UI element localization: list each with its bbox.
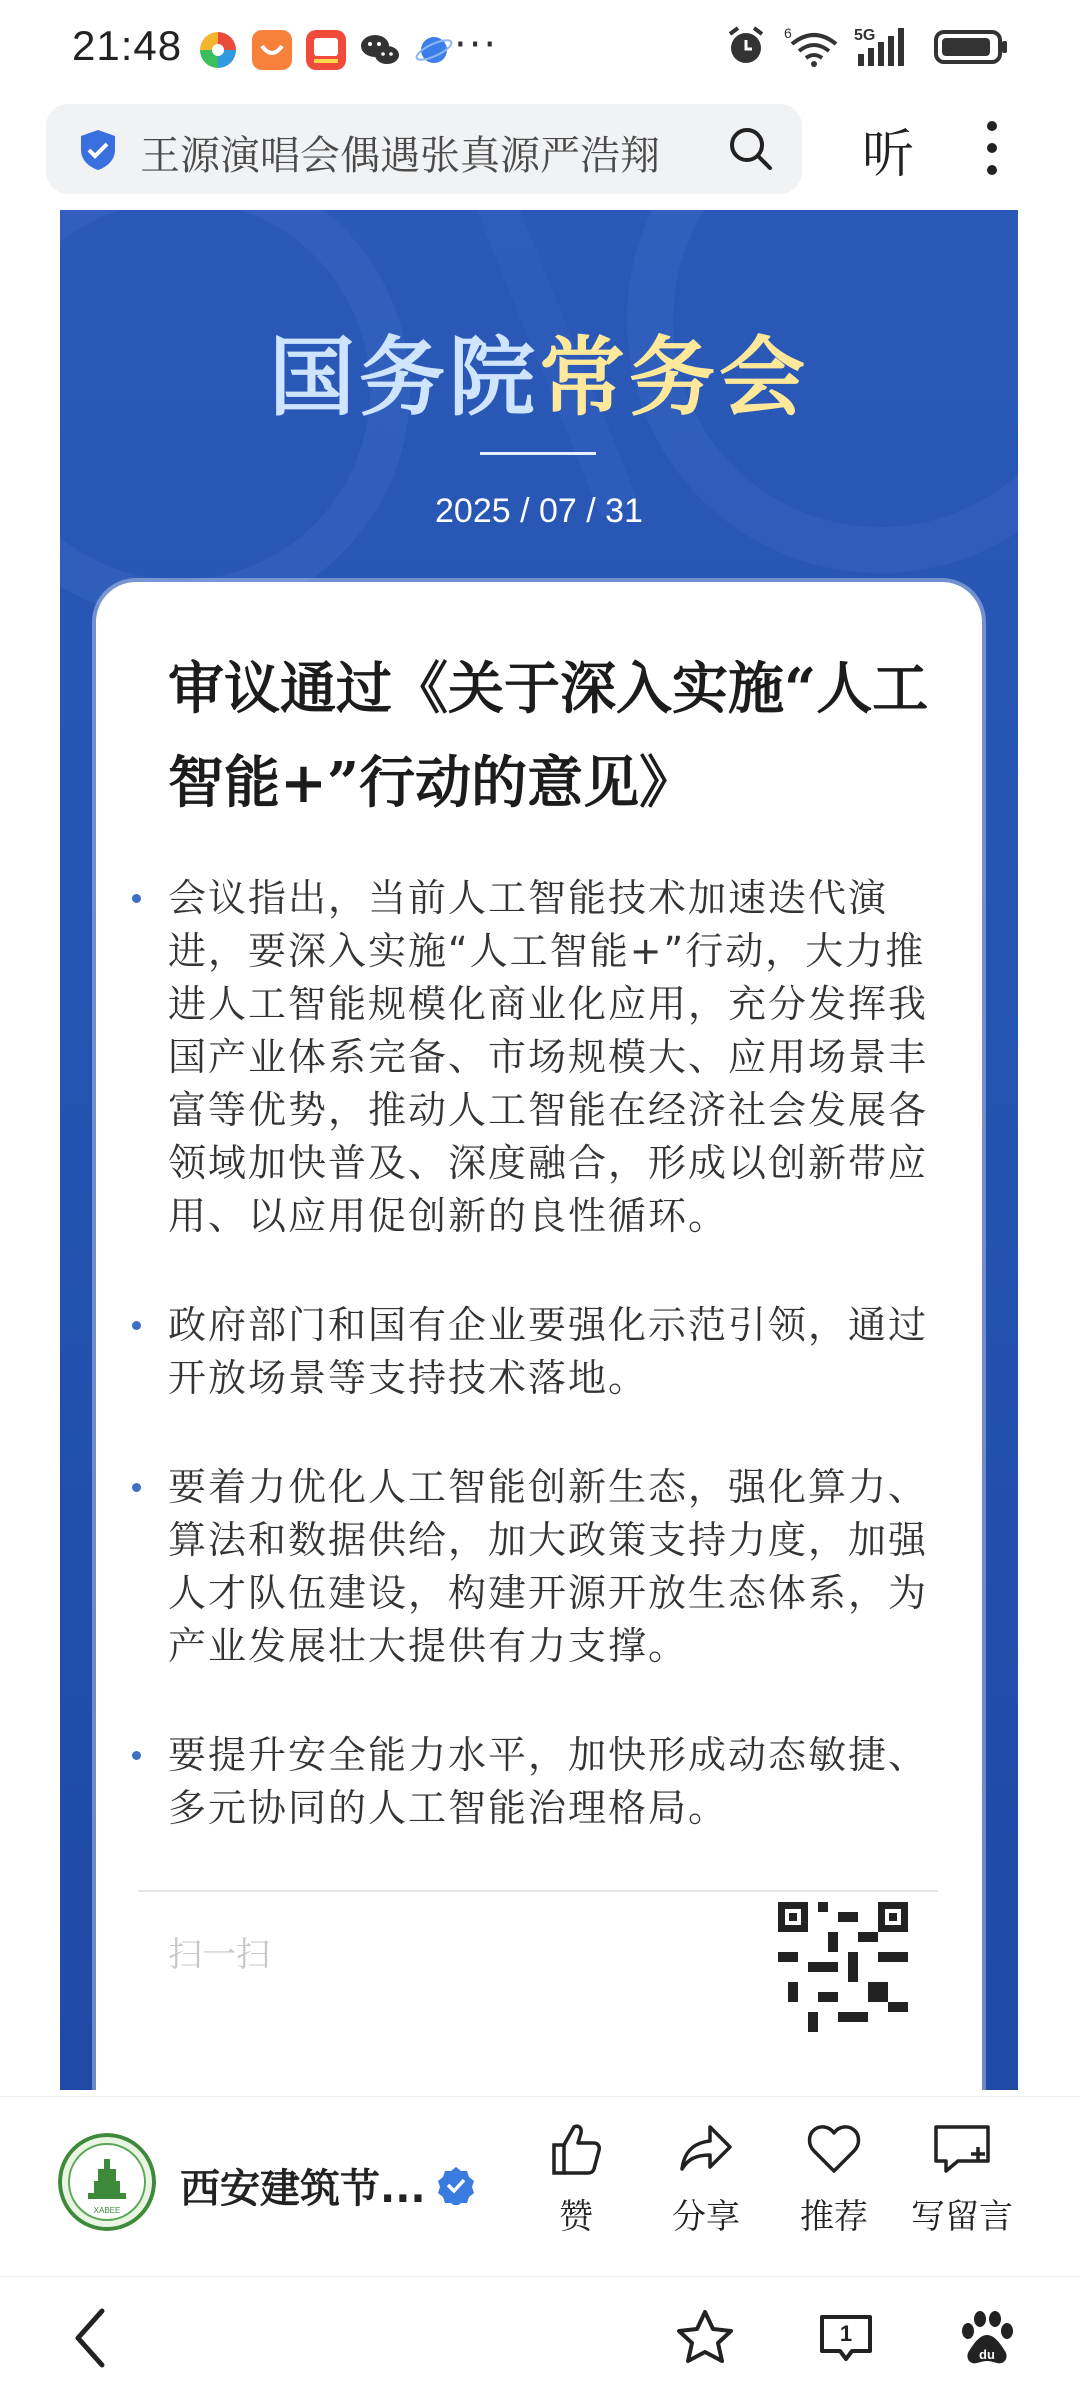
status-bar — [0, 0, 1080, 100]
like-button[interactable] — [516, 2119, 636, 2238]
like-label: 赞 — [559, 2197, 593, 2237]
bullet-text: 要着力优化人工智能创新生态，强化算力、算法和数据供给，加大政策支持力度，加强人才队伍建设，构建开源开放生态体系，为产业发展壮大提供有力支撑。 — [168, 1465, 929, 1668]
verified-badge-icon — [436, 2165, 476, 2205]
comment-label: 写留言 — [911, 2197, 1013, 2237]
bullet-dot — [132, 1321, 141, 1330]
wechat-icon — [358, 28, 402, 72]
bullet-item — [132, 872, 952, 1243]
battery-icon — [934, 24, 1010, 68]
tabs-icon[interactable] — [814, 2307, 878, 2371]
svg-text:XABEE: XABEE — [93, 2206, 121, 2215]
status-time: 21:48 — [72, 22, 183, 69]
article-action-bar — [0, 2096, 1080, 2276]
poster-date: 2025 / 07 / 31 — [435, 492, 643, 530]
account-avatar[interactable] — [58, 2133, 156, 2231]
app-colorwheel-icon — [196, 28, 240, 72]
more-notifications: ··· — [454, 22, 499, 68]
title-divider — [480, 452, 596, 455]
app-blue-icon — [412, 28, 456, 72]
bullet-text: 政府部门和国有企业要强化示范引领，通过开放场景等支持技术落地。 — [168, 1303, 929, 1400]
bullet-text: 要提升安全能力水平，加快形成动态敏捷、多元协同的人工智能治理格局。 — [168, 1733, 929, 1830]
poster-title-part2: 常务会 — [539, 328, 809, 428]
article-poster — [60, 210, 1018, 2090]
listen-button[interactable]: 听 — [862, 125, 915, 185]
search-icon[interactable] — [726, 124, 776, 174]
poster-title-part1: 国务院 — [269, 328, 539, 428]
app-red-icon — [304, 28, 348, 72]
browser-bottom-nav — [0, 2276, 1080, 2400]
more-vertical-icon[interactable] — [984, 118, 1000, 178]
app-orange-icon — [250, 28, 294, 72]
scan-label: 扫一扫 — [168, 1935, 270, 1975]
account-name[interactable]: 西安建筑节... — [180, 2166, 426, 2212]
notification-icons — [196, 28, 456, 72]
bullet-dot — [132, 1483, 141, 1492]
favorite-star-icon[interactable] — [674, 2307, 736, 2369]
svg-text:du: du — [979, 2347, 995, 2362]
share-button[interactable] — [646, 2119, 766, 2238]
alarm-icon — [724, 24, 768, 68]
recommend-button[interactable] — [774, 2119, 894, 2238]
content-card — [96, 582, 982, 2090]
baidu-paw-icon[interactable] — [956, 2307, 1018, 2369]
bullet-item — [132, 1299, 952, 1405]
comment-add-icon — [930, 2119, 994, 2179]
back-icon[interactable] — [70, 2307, 110, 2369]
svg-text:6: 6 — [784, 25, 792, 41]
bullet-item — [132, 1729, 952, 1835]
svg-text:1: 1 — [839, 2321, 853, 2346]
recommend-label: 推荐 — [800, 2197, 868, 2237]
card-heading: 审议通过《关于深入实施“人工智能+”行动的意见》 — [168, 656, 929, 816]
wifi-icon — [784, 24, 838, 68]
bullet-list — [132, 872, 952, 1891]
bullet-item — [132, 1461, 952, 1673]
search-query[interactable]: 王源演唱会偶遇张真源严浩翔 — [140, 133, 660, 179]
comment-button[interactable] — [902, 2119, 1022, 2238]
poster-title — [60, 308, 1018, 432]
share-icon — [676, 2119, 736, 2179]
bullet-dot — [132, 1751, 141, 1760]
qr-code-icon — [778, 1902, 908, 2032]
heart-icon — [804, 2119, 864, 2179]
bullet-dot — [132, 894, 141, 903]
shield-check-icon — [78, 128, 118, 172]
thumbs-up-icon — [546, 2119, 606, 2179]
svg-text:5G: 5G — [854, 27, 876, 44]
system-icons — [724, 24, 1010, 68]
signal-5g-icon — [854, 24, 918, 68]
share-label: 分享 — [672, 2197, 740, 2237]
bullet-text: 会议指出，当前人工智能技术加速迭代演进，要深入实施“人工智能+”行动，大力推进人工智能规模化商业化应用，充分发挥我国产业体系完备、市场规模大、应用场景丰富等优势，推动人工智能在经济社会发展各领域加快普及、深度融合，形成以创新带应用、以应用促创新的良性循环。 — [168, 876, 929, 1238]
card-divider — [138, 1890, 938, 1892]
search-bar[interactable] — [46, 104, 802, 194]
